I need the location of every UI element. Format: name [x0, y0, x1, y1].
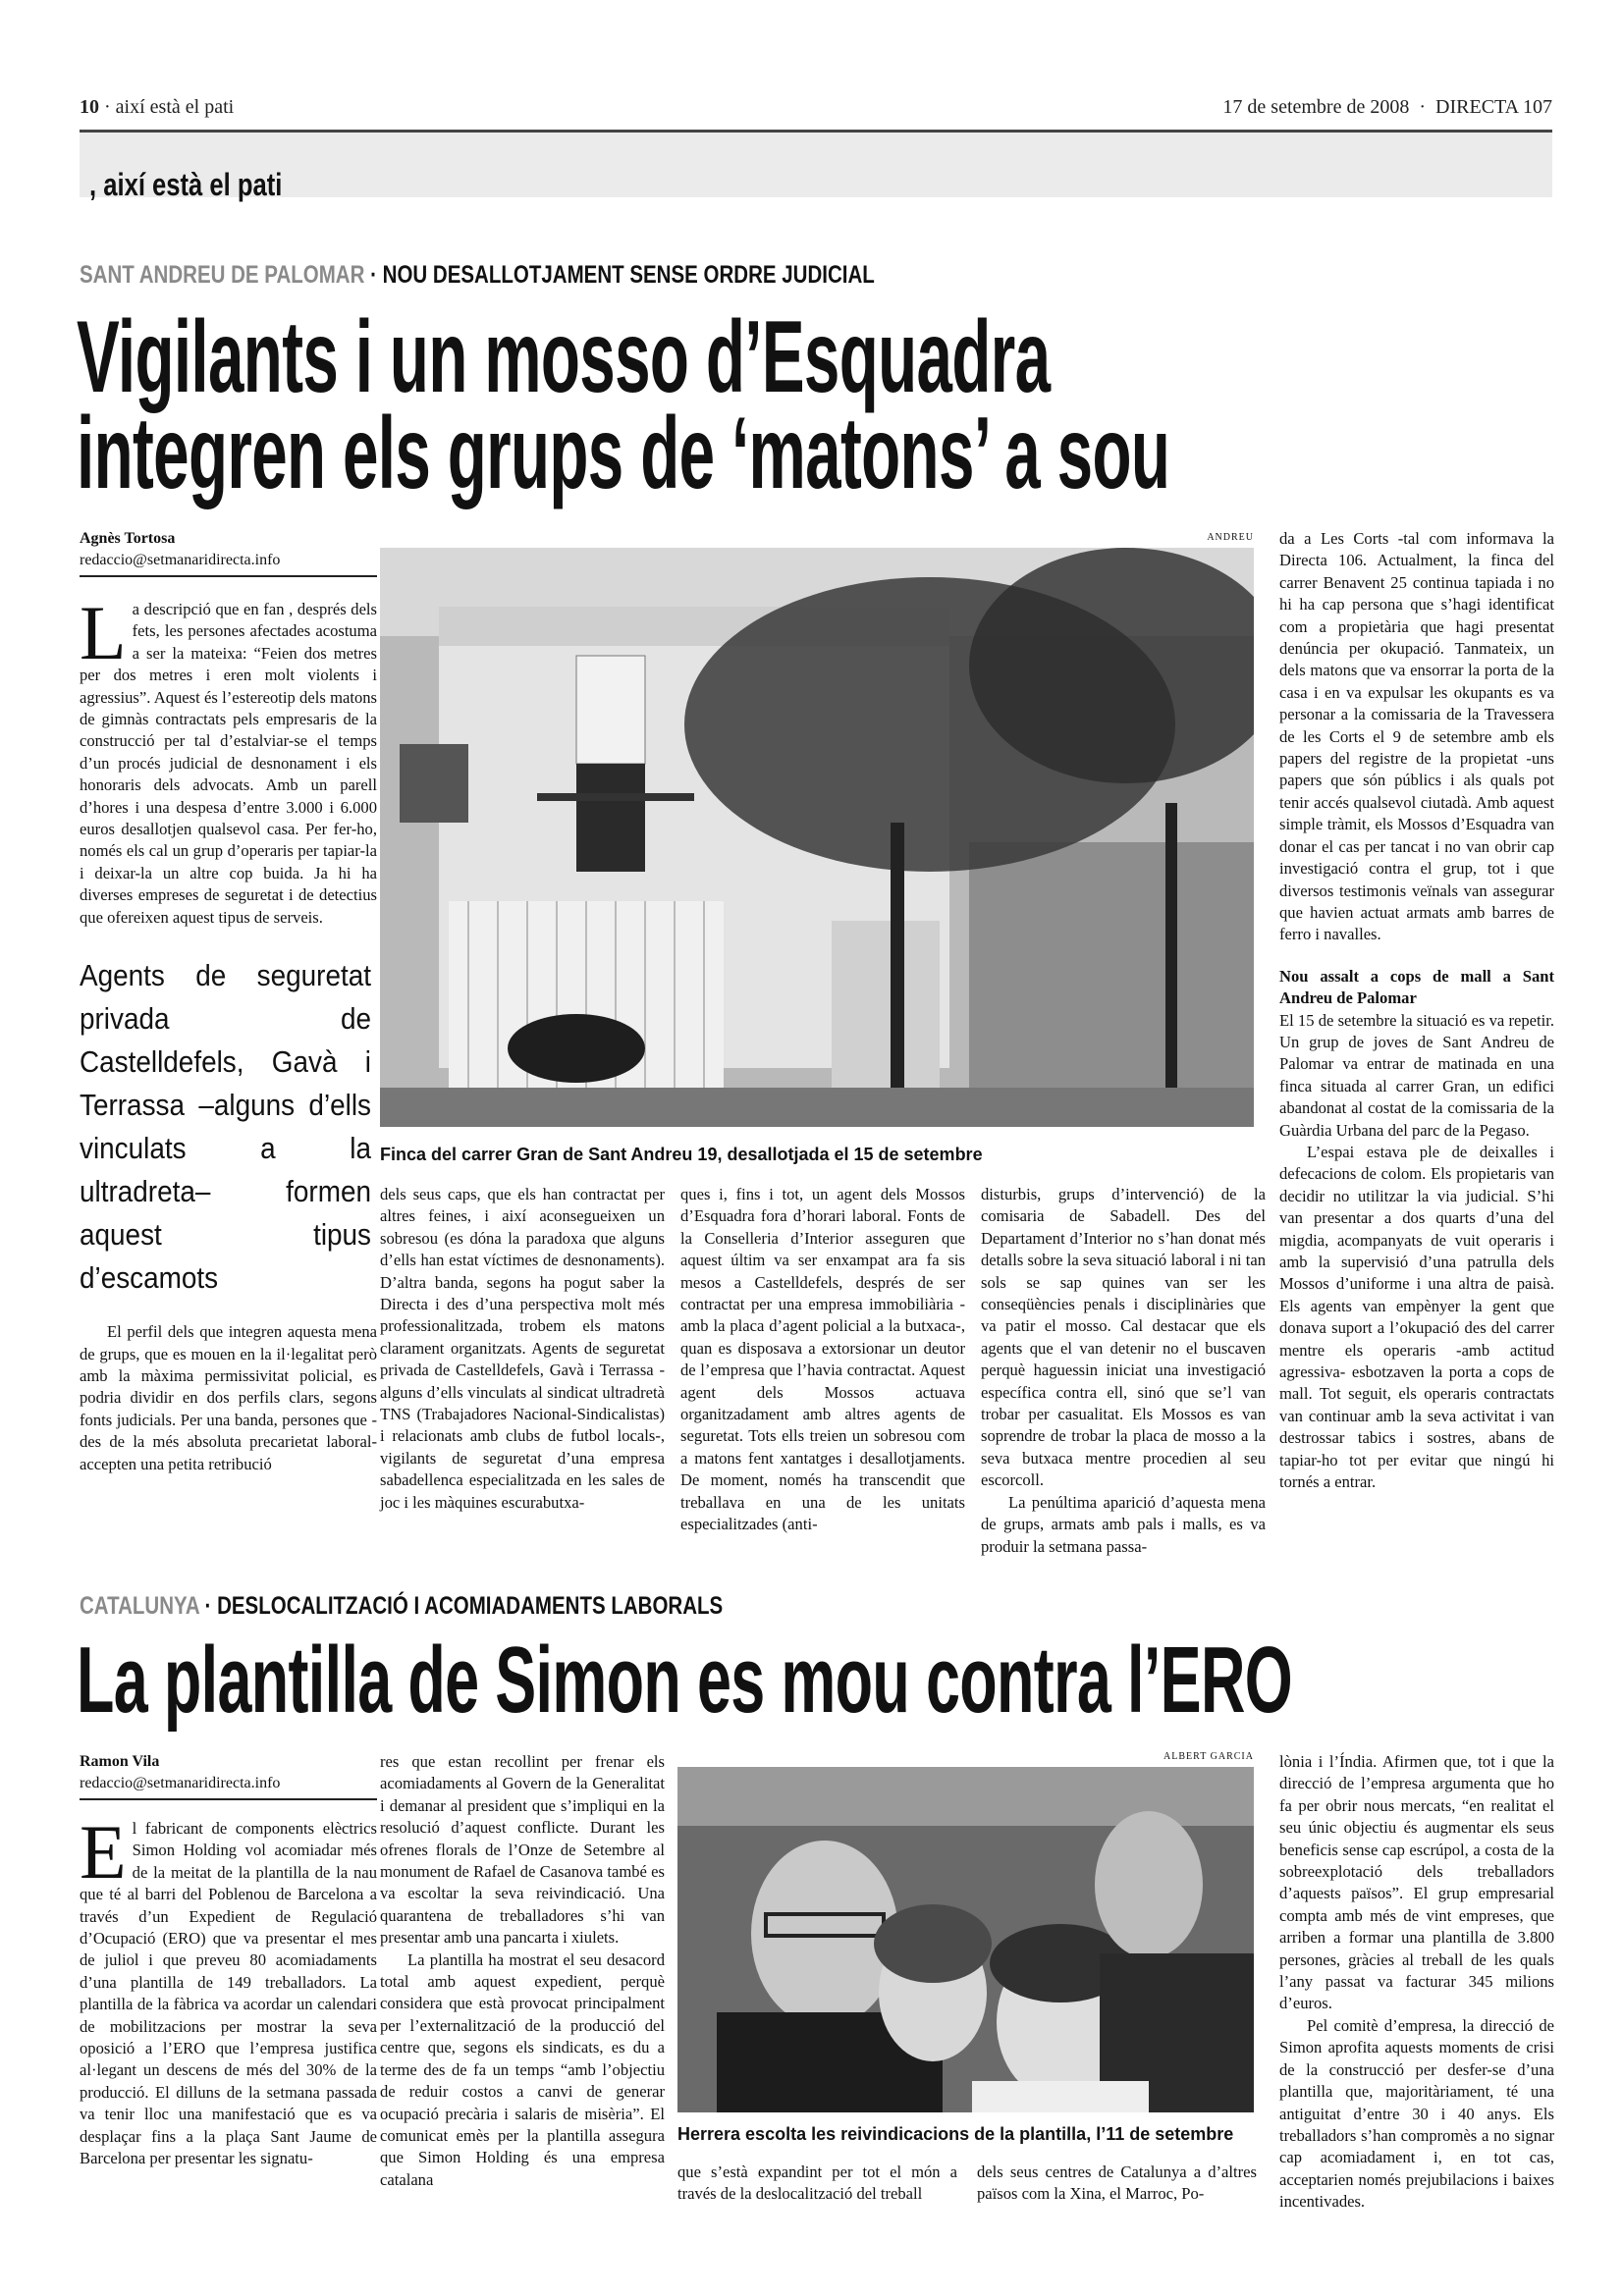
article2-column5 [1279, 1751, 1554, 2214]
workers-photo-image [677, 1767, 1254, 2112]
paragraph: El perfil dels que integren aquesta mena de grups, que es mouen en la il·legalitat però amb la màxima permissivitat policial, es podria dividir en dos perfils clars, segons fonts judicials. Per una banda, persones que -des de la més absoluta precarietat laboral- accepten una petita retribució [80, 1322, 377, 1473]
paragraph: da a Les Corts -tal com informava la Directa 106. Actualment, la finca del carrer Benavent 25 continua tapiada i no hi ha cap persona que s’hagi identificat com a propietària que hagi presentat denúncia per okupació. Tanmateix, un dels matons que va ensorrar la porta de la casa i en va expulsar les okupants es va personar a la comissaria de la Travessera de les Corts el 9 de setembre amb els papers del registre de la propietat -uns papers que són públics i als quals pot tenir accés qualsevol ciutadà. Amb aquest simple tràmit, els Mossos d’Esquadra van donar el cas per tancat i no van obrir cap investigació contra el grup, tot i que diversos testimonis veïnals van assegurar que havien actuat armats amb barres de ferro i navalles. [1279, 529, 1554, 944]
folio-right: 17 de setembre de 2008 · DIRECTA 107 [1222, 96, 1552, 118]
article1-headline-line2: integren els grups de ‘matons’ a sou [77, 397, 1170, 510]
section-title: , així està el pati [89, 167, 283, 202]
pull-quote: Agents de seguretat privada de Castelldefels, Gavà i Terrassa –alguns d’ells vinculats a la ultradreta– formen aquest tipus d’escamots [80, 958, 371, 1296]
article1-byline [80, 528, 377, 577]
paragraph: Pel comitè d’empresa, la direcció de Simon aprofita aquests moments de crisi de la construcció per desfer-se d’una plantilla que, majoritàriament, té una antiguitat d’entre 30 i 40 anys. Els treballadors s’han compromès a no signar cap acomiadament i, en tot cas, acceptarien només prejubilacions i baixes incentivades. [1279, 2015, 1554, 2212]
publication-issue: DIRECTA 107 [1435, 96, 1552, 118]
subheading: Nou assalt a cops de mall a Sant Andreu de Palomar [1279, 966, 1554, 1008]
folio-section: així està el pati [115, 96, 235, 118]
article2-column4 [977, 2162, 1257, 2206]
author-email[interactable]: redaccio@setmanaridirecta.info [80, 1775, 281, 1791]
article1-column1 [80, 590, 377, 1475]
paragraph: El 15 de setembre la situació es va repetir. Un grup de joves de Sant Andreu de Palomar va entrar de matinada en una finca situada al carrer Gran, un edifici abandonat al costat de la comissaria de la Guàrdia Urbana del parc de la Pegaso. [1279, 1010, 1554, 1140]
paragraph: disturbis, grups d’intervenció) de la comisaria de Sabadell. Des del Departament d’Interior no s’han donat més detalls sobre la seva situació laboral i ni tan sols se sap quines van ser les conseqüències penals i disciplinàries que va patir el mosso. Cal destacar que els agents que el van detenir no el buscaven perquè haguessin iniciat una investigació específica contra ell, sinó que se’l van trobar per casualitat. Els Mossos es van soprendre de trobar la placa de mosso a la seva butxaca mentre procedien al seu escorcoll. [981, 1185, 1266, 1490]
paragraph: dels seus centres de Catalunya a d’altres països com la Xina, el Marroc, Po- [977, 2163, 1257, 2204]
paragraph: dels seus caps, que els han contractat per altres feines, i així aconsegueixen un sobresou (es dóna la paradoxa que alguns d’ells han estat víctimes de desnonaments). D’altra banda, segons ha pogut saber la Directa i des d’una perspectiva molt més professionalitzada, trobem els matons clarament organitzats. Agents de seguretat privada de Castelldefels, Gavà i Terrassa -alguns d’ells vinculats al sindicat ultradretà TNS (Trabajadores Nacional-Sindicalistas) i relacionats amb clubs de futbol locals-, vigilants de seguretat d’una empresa sabadellenca especialitzada en les sales de joc i les màquines escurabutxa- [380, 1185, 665, 1512]
author-name: Agnès Tortosa [80, 530, 176, 547]
paragraph: ques i, fins i tot, un agent dels Mossos d’Esquadra fora d’horari laboral. Fonts de la Conselleria d’Interior asseguren que aquest últim va ser enxampat ara fa sis mesos a Castelldefels, després de ser contractat per una empresa immobiliària -amb la placa d’agent policial a la butxaca-, quan es disposava a extorsionar un deutor de l’empresa que l’havia contractat. Aquest agent dels Mossos actuava organitzadament amb altres agents de seguretat. Tots ells treien un sobresou com a matons fent xantatges i desallotjaments. De moment, només ha transcendit que treballava en una de les unitats especialitzades (anti- [680, 1185, 965, 1534]
paragraph: L’espai estava ple de deixalles i defecacions de colom. Els propietaris van decidir no utilitzar la via judicial. S’hi van presentar a dos quarts d’una del migdia, acompanyats de vuit operaris i amb la supervisió d’una patrulla dels Mossos d’uniforme i una altra de paisà. Els agents van empènyer la gent que donava suport a l’okupació des del carrer mentre els operaris -amb actitud agressiva- esbotzaven la porta a cops de mall. Tot seguit, els operaris contractats van continuar amb la seva activitat i van destrossar tabics i sostres, abans de tapiar-ho tot per evitar que ningú hi tornés a entrar. [1279, 1142, 1554, 1492]
article2-column1 [80, 1809, 377, 2170]
photo-caption: Finca del carrer Gran de Sant Andreu 19, desallotjada el 15 de setembre [380, 1145, 983, 1164]
workers-photo [677, 1767, 1254, 2112]
folio-left: 10 · així està el pati [80, 96, 235, 118]
article2-byline [80, 1751, 377, 1800]
article1-column4 [981, 1184, 1266, 1558]
paragraph: que s’està expandint per tot el món a través de la deslocalització del treball [677, 2163, 957, 2204]
paragraph: La penúltima aparició d’aquesta mena de grups, armats amb pals i malls, es va produir la setmana passa- [981, 1492, 1266, 1556]
article2-headline: La plantilla de Simon es mou contra l’ERO [77, 1628, 1292, 1733]
section-band [80, 133, 1552, 202]
article2-column2 [380, 1751, 665, 2191]
kicker-place: SANT ANDREU DE PALOMAR [80, 261, 365, 289]
photo-credit: ANDREU [1207, 532, 1254, 543]
article1-column2 [380, 1184, 665, 1514]
author-email[interactable]: redaccio@setmanaridirecta.info [80, 552, 281, 568]
article1-column5 [1279, 528, 1554, 1493]
paragraph: res que estan recollint per frenar els acomiadaments al Govern de la Generalitat i demanar al president que s’impliqui en la resolució d’aquest conflicte. Durant les ofrenes florals de l’Onze de Setembre al monument de Rafael de Casanova també es va escoltar la seva reivindicació. Una quarantena de treballadores s’hi van presentar amb una pancarta i xiulets. [380, 1752, 665, 1948]
building-photo-image [380, 548, 1254, 1127]
photo-caption: Herrera escolta les reivindicacions de la plantilla, l’11 de setembre [677, 2124, 1234, 2144]
article2-column3 [677, 2162, 957, 2206]
article1-column3 [680, 1184, 965, 1536]
paragraph: lònia i l’Índia. Afirmen que, tot i que la direcció de l’empresa argumenta que ho fa per obrir nous mercats, “en realitat el seu únic objectiu és augmentar els seus beneficis sense cap escrúpol, a costa de la sobreexplotació dels treballadors d’aquests països”. El grup empresarial compta amb més de vint empreses, que arriben a formar una plantilla de 3.800 persones, gràcies al treball de les quals l’any passat va facturar 345 milions d’euros. [1279, 1752, 1554, 2013]
kicker-topic: · NOU DESALLOTJAMENT SENSE ORDRE JUDICIAL [370, 261, 875, 289]
dropcap: L [80, 590, 127, 675]
article2-kicker [80, 1592, 723, 1621]
author-name: Ramon Vila [80, 1753, 160, 1770]
issue-date: 17 de setembre de 2008 [1222, 96, 1410, 118]
building-photo [380, 548, 1254, 1127]
photo-credit: ALBERT GARCIA [1163, 1751, 1254, 1762]
article1-kicker [80, 261, 875, 290]
paragraph: l fabricant de components elèctrics Simon Holding vol acomiadar més de la meitat de la plantilla de la nau que té al barri del Poblenou de Barcelona a través d’un Expedient de Regulació d’Ocupació (ERO) que va presentar el mes de juliol i que preveu 80 acomiadaments d’una plantilla de 149 treballadors. La plantilla de la fàbrica va acordar un calendari de mobilitzacions per mostrar la seva oposició a l’ERO que l’empresa justifica al·legant un descens de més del 30% de la producció. El dilluns de la setmana passada va tenir lloc una manifestació que es va desplaçar fins a la plaça Sant Jaume de Barcelona per presentar les signatu- [80, 1819, 377, 2168]
paragraph: La plantilla ha mostrat el seu desacord total amb aquest expedient, perquè considera que està provocat principalment per l’externalització de la producció del centre que, segons els sindicats, es du a terme des de fa un temps “amb l’objectiu de reduir costos a canvi de generar ocupació precària i salaris de misèria”. El comunicat emès per la plantilla assegura que Simon Holding és una empresa catalana [380, 1949, 665, 2189]
dropcap: E [80, 1809, 127, 1895]
kicker-topic: · DESLOCALITZACIÓ I ACOMIADAMENTS LABORALS [204, 1592, 724, 1620]
kicker-place: CATALUNYA [80, 1592, 199, 1620]
article1-headline-line1: Vigilants i un mosso d’Esquadra [77, 300, 1051, 414]
paragraph: a descripció que en fan , després dels fets, les persones afectades acostuma a ser la mateixa: “Feien dos metres per dos metres i eren molt violents i agressius”. Aquest és l’estereotip dels matons de gimnàs contractats pels empresaris de la construcció per tal d’estalviar-se el temps d’un procés judicial de desnonament i els honoraris dels advocats. Amb un parell d’hores i una despesa d’entre 3.000 i 6.000 euros desallotjen qualsevol casa. Per fer-ho, només els cal un grup d’operaris per tapiar-la i deixar-la un altre cop buida. Ja hi ha diverses empreses de seguretat i de detectius que ofereixen aquest tipus de serveis. [80, 600, 377, 927]
page-number: 10 [80, 96, 99, 118]
